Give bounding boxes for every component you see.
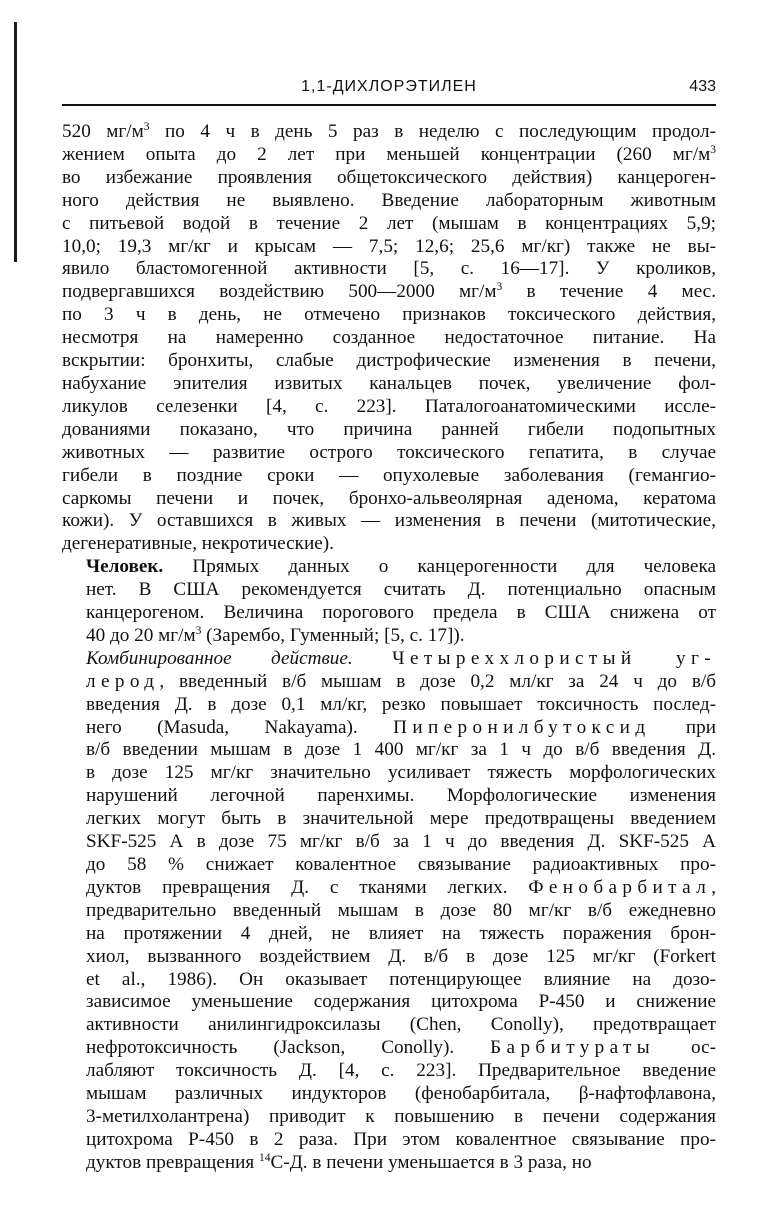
text-run: нефротоксичность (Jackson, Conolly). (86, 1037, 491, 1059)
text-line (62, 969, 716, 992)
text-line (62, 190, 716, 213)
text-run: саркомы печени и почек, бронхо-альвеолярная аденома, кератома (62, 487, 716, 509)
text-run: набухание эпителия извитых канальцев почек, увеличение фол- (62, 372, 716, 394)
text-run: лабляют токсичность Д. [4, с. 223]. Предварительное введение (86, 1060, 716, 1082)
running-title: 1,1-ДИХЛОРЭТИЛЕН (301, 78, 477, 95)
text-line (62, 671, 716, 694)
text-line (62, 602, 716, 625)
text-run: подвергавшихся воздействию 500—2000 мг/м (62, 281, 497, 303)
text-run: активности анилингидроксилазы (Chen, Conolly), предотвращает (86, 1014, 716, 1036)
text-line (62, 923, 716, 946)
text-line (62, 465, 716, 488)
spaced-term: уг- (676, 647, 717, 669)
text-line (62, 1014, 716, 1037)
text-line (62, 648, 716, 671)
text-line (62, 1060, 716, 1083)
superscript: 3 (195, 625, 202, 638)
text-run: (Зарембо, Гуменный; [5, с. 17]). (201, 624, 465, 646)
text-line (62, 1037, 716, 1060)
text-run (353, 648, 392, 669)
text-line (62, 442, 716, 465)
text-line (62, 488, 716, 511)
text-run: до 58 % снижает ковалентное связывание радиоактивных про- (86, 854, 716, 875)
text-line (62, 625, 716, 648)
text-line (62, 1152, 716, 1175)
text-run: С-Д. в печени уменьшается в 3 раза, но (270, 1151, 592, 1173)
text-line (62, 533, 716, 556)
text-run: несмотря на намеренно созданное недостаточное питание. На (62, 327, 716, 349)
page-header (62, 76, 716, 102)
text-line (62, 785, 716, 808)
text-run: введения Д. в дозе 0,1 мл/кг, резко повышает токсичность послед- (86, 693, 716, 715)
text-run: гибели в поздние сроки — опухолевые заболевания (гемангио- (62, 464, 716, 486)
text-line (62, 739, 716, 762)
text-line (62, 946, 716, 969)
text-run: при (650, 716, 716, 738)
paragraph-human (62, 556, 716, 648)
text-run: 3-метилхолантрена) приводит к повышению в печени содержания (86, 1105, 716, 1127)
spaced-term: Фенобарбитал (528, 876, 712, 898)
text-line (62, 808, 716, 831)
paragraph-combined-action (62, 648, 716, 1175)
superscript: 14 (259, 1151, 271, 1164)
text-run: зависимое уменьшение содержания цитохрома Р-450 и снижение (86, 991, 716, 1013)
text-line (62, 1083, 716, 1106)
text-run: цитохрома Р-450 в 2 раза. При этом ковалентное связывание про- (86, 1128, 716, 1150)
text-run (637, 648, 676, 669)
text-line (62, 144, 716, 167)
text-run: дуктов превращения Д. с тканями легких. (86, 876, 529, 898)
text-run: предварительно введенный мышам в дозе 80 мг/кг в/б ежедневно (86, 899, 716, 921)
text-line (62, 579, 716, 602)
text-line (62, 236, 716, 259)
text-line (62, 373, 716, 396)
text-run: хиол, вызванного воздействием Д. в/б в дозе 125 мг/кг (Forkert (86, 945, 716, 967)
text-line (62, 831, 716, 854)
text-run: дованиями показано, что причина ранней гибели подопытных (62, 418, 716, 440)
text-line (62, 900, 716, 923)
body-text (62, 121, 716, 1175)
text-run: SKF-525 А в дозе 75 мг/кг в/б за 1 ч до введения Д. SKF-525 А (86, 831, 716, 853)
text-line (62, 258, 716, 281)
text-run: нарушений легочной паренхимы. Морфологические изменения (86, 785, 716, 807)
text-run: 520 мг/м (62, 121, 144, 142)
text-run: дегенеративные, некротические). (62, 533, 334, 555)
text-line (62, 281, 716, 304)
spaced-term: Четыреххлористый (392, 647, 637, 669)
text-run: с питьевой водой в течение 2 лет (мышам в концентрациях 5,9; (62, 212, 716, 234)
text-run: жением опыта до 2 лет при меньшей концентрации (260 мг/м (62, 143, 711, 165)
superscript: 3 (143, 121, 150, 134)
text-run: него (Masuda, Nakayama). (86, 716, 394, 738)
text-line (62, 694, 716, 717)
text-run: , (711, 876, 716, 898)
text-line (62, 327, 716, 350)
text-run: во избежание проявления общетоксического действия) канцероген- (62, 166, 716, 188)
margin-bar (14, 22, 17, 262)
text-run: по 3 ч в день, не отмечено признаков токсического действия, (62, 304, 716, 326)
text-run: легких могут быть в значительной мере предотвращены введением (86, 808, 716, 830)
text-run: в/б введении мышам в дозе 1 400 мг/кг за 1 ч до в/б введения Д. (86, 739, 716, 761)
text-run: ликулов селезенки [4, с. 223]. Паталогоанатомическими иссле- (62, 395, 716, 417)
text-run: животных — развитие острого токсического гепатита, в случае (62, 441, 716, 463)
text-line (62, 717, 716, 740)
text-run: ного действия не выявлено. Введение лабораторным животным (62, 189, 716, 211)
text-run: на протяжении 4 дней, не влияет на тяжесть поражения брон- (86, 922, 716, 944)
text-run: в течение 4 мес. (502, 281, 716, 303)
text-line (62, 304, 716, 327)
page-number: 433 (689, 78, 716, 95)
text-run: ос- (655, 1037, 716, 1059)
text-line (62, 1129, 716, 1152)
text-run: нет. В США рекомендуется считать Д. потенциально опасным (86, 579, 716, 601)
text-run: вскрытии: бронхиты, слабые дистрофические изменения в печени, (62, 350, 716, 372)
text-line (62, 991, 716, 1014)
text-line (62, 396, 716, 419)
text-line (62, 121, 716, 144)
text-run: Прямых данных о канцерогенности для человека (163, 556, 716, 578)
text-line (62, 556, 716, 579)
text-line (62, 762, 716, 785)
italic-lead: Комбинированное действие. (86, 647, 353, 669)
spaced-term: Пиперонилбутоксид (393, 716, 651, 738)
text-run: канцерогеном. Величина порогового предела в США снижена от (86, 602, 716, 624)
text-run: по 4 ч в день 5 раз в неделю с последующим продол- (149, 121, 716, 142)
text-run: 40 до 20 мг/м (86, 624, 196, 646)
text-run: кожи). У оставшихся в живых — изменения в печени (митотические, (62, 510, 716, 532)
superscript: 3 (496, 281, 503, 294)
text-line (62, 877, 716, 900)
superscript: 3 (710, 144, 716, 156)
text-line (62, 350, 716, 373)
text-run: 10,0; 19,3 мг/кг и крысам — 7,5; 12,6; 25,6 мг/кг) также не вы- (62, 235, 716, 257)
text-line (62, 213, 716, 236)
text-run: явило бластомогенной активности [5, с. 16—17]. У кроликов, (62, 258, 716, 280)
bold-lead: Человек. (86, 556, 164, 578)
text-run: , введенный в/б мышам в дозе 0,2 мл/кг за 24 ч до в/б (159, 670, 716, 692)
paragraph-animal-studies (62, 121, 716, 556)
text-run: et al., 1986). Он оказывает потенцирующее влияние на дозо- (86, 968, 716, 990)
text-run: дуктов превращения (86, 1151, 260, 1173)
text-line (62, 419, 716, 442)
header-rule (62, 104, 716, 106)
text-line (62, 854, 716, 877)
spaced-term: лерод (86, 670, 160, 692)
text-run: мышам различных индукторов (фенобарбитала, β-нафтофлавона, (86, 1083, 716, 1105)
text-line (62, 510, 716, 533)
text-line (62, 1106, 716, 1129)
spaced-term: Барбитураты (490, 1037, 656, 1059)
text-line (62, 167, 716, 190)
text-run: в дозе 125 мг/кг значительно усиливает тяжесть морфологических (86, 762, 716, 784)
